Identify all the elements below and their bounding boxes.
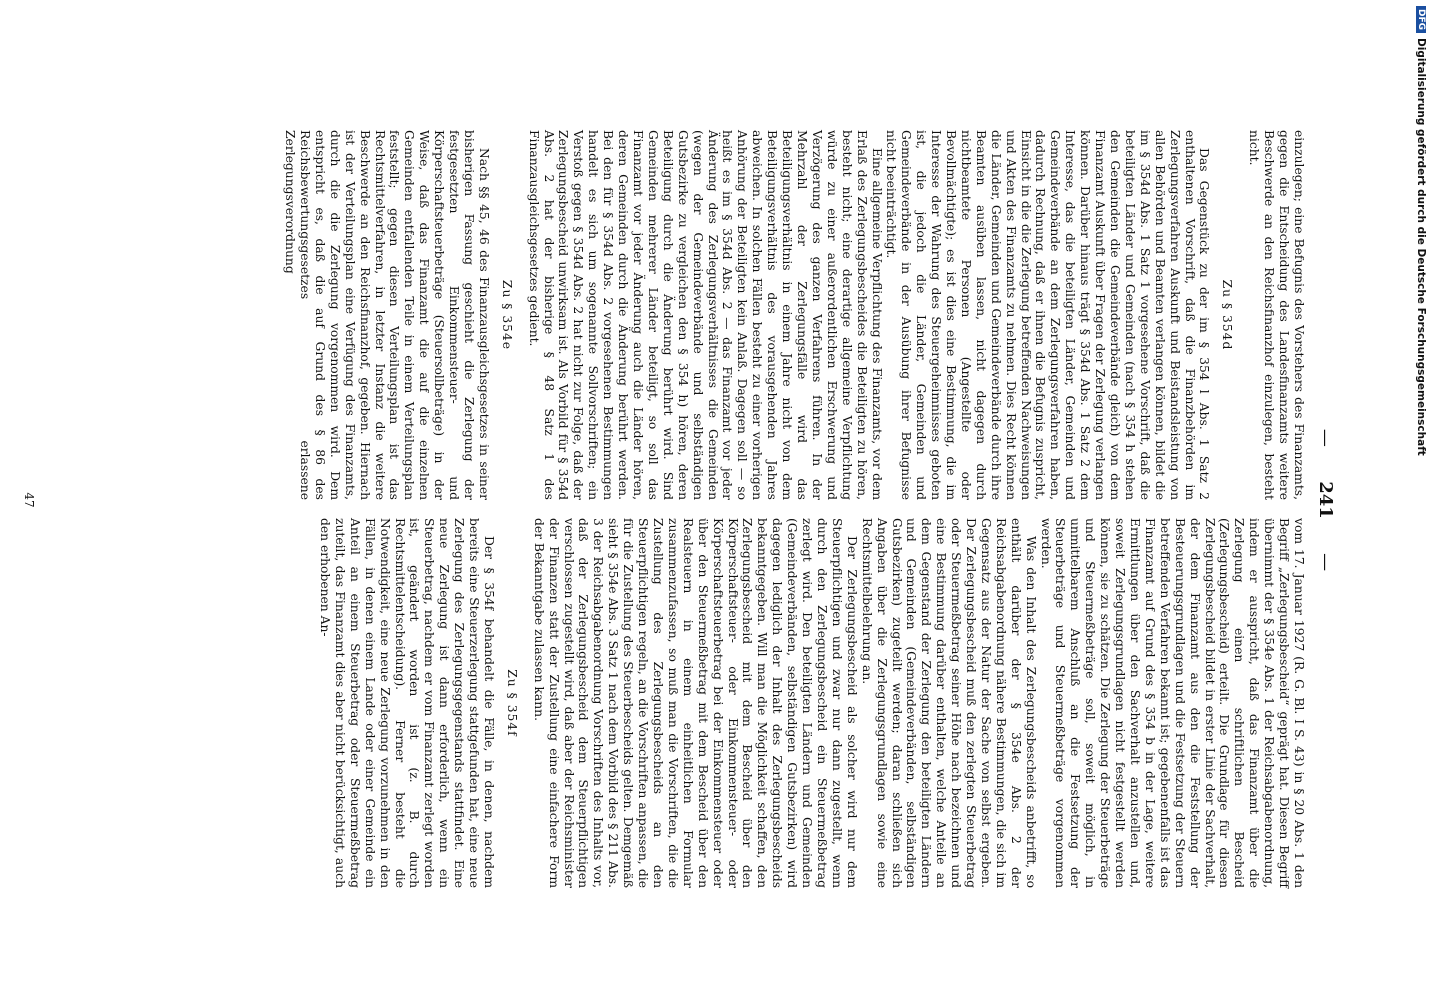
signature-number: 47 <box>22 492 36 508</box>
paragraph: Der § 354f behandelt die Fälle, in denen, nachdem bereits eine Steuerzerlegung stattgefunden hat, eine neue Zerlegung des Zerlegungsgegenstands stattfindet. Eine neue Zerlegung ist dann erforderlich, wenn ein Steuerbetrag, nachdem er vom Finanzamt zerlegt worden ist, geändert worden ist (z. B. durch Rechtsmittelentscheidung). Ferner besteht die Notwendigkeit, eine neue Zerlegung vorzunehmen in den Fällen, in denen einem Lande oder einer Gemeinde ein Anteil an einem Steuerbetrag oder Steuermeßbetrag zuteilt, das Finanzamt dies aber nicht berücksichtigt, auch den erhobenen An- <box>318 518 496 888</box>
paragraph: Nach §§ 45, 46 des Finanzausgleichsgesetzes in seiner bisherigen Fassung geschieht die Zerlegung der festgesetzten Einkommensteuer- und Körperschaftsteuerbeträge (Steuersollbeträge) in der Weise, daß das Finanzamt die auf die einzelnen Gemeinden entfallenden Teile in einem Verteilungsplan feststellt; gegen diesen Verteilungsplan ist das Rechtsmittelverfahren, in letzter Instanz die weitere Beschwerde an den Reichsfinanzhof, gegeben. Hiernach ist der Verteilungsplan eine Verfügung des Finanzamts, durch die die Zerlegung vorgenommen wird. Dem entspricht es, daß die auf Grund des § 86 des Reichsbewertungsgesetzes erlassene Zerlegungsverordnung <box>283 130 491 500</box>
header-dash-right: — <box>1315 553 1336 572</box>
dfg-logo: DFG <box>1416 6 1426 33</box>
paragraph: Der Zerlegungsbescheid als solcher wird nur dem Steuerpflichtigen und zwar nur dann zugestellt, wenn durch den Zerlegungsbescheid ein Steuermeßbetrag zerlegt wird. Den beteiligten Ländern und Gemeinden (Gemeindeverbänden, selbständigen Gutsbezirken) wird dagegen lediglich der Inhalt des Zerlegungsbescheids bekanntgegeben. Will man die Möglichkeit schaffen, den Zerlegungsbescheid mit dem Bescheid über den Körperschaftsteuer- oder Einkommensteuer- oder Körperschaftsteuerbetrag bei der Einkommensteuer oder über den Steuermeßbetrag mit dem Bescheid über den Realsteuern in einem einheitlichen Formular zusammenzufassen, so muß man die Vorschriften, die die Zustellung des Zerlegungsbescheids an den Steuerpflichtigen regeln, an die Vorschriften anpassen, die für die Zustellung des Steuerbescheids gelten. Demgemäß sieht § 354e Abs. 3 Satz 1 nach dem Vorbild des § 211 Abs. 3 der Reichsabgabenordnung Vorschriften des Inhalts vor, daß der Zerlegungsbescheid dem Steuerpflichtigen verschlossen zugestellt wird, daß aber der Reichsminister der Finanzen statt der Zustellung eine einfachere Form der Bekanntgabe zulassen kann. <box>531 518 859 888</box>
paragraph: Das Gegenstück zu der im § 354 l Abs. 1 Satz 2 enthaltenen Vorschrift, daß die Finanzbehörden im Zerlegungsverfahren Auskunft und Beistandsleistung von allen Behörden und Beamten verlangen können, bildet die im § 354d Abs. 1 Satz 1 vorgesehene Vorschrift, daß die beteiligten Länder und Gemeinden (nach § 354 h stehen den Gemeinden die Gemeindeverbände gleich) von dem Finanzamt Auskunft über Fragen der Zerlegung verlangen können. Darüber hinaus trägt § 354d Abs. 1 Satz 2 dem Interesse, das die beteiligten Länder, Gemeinden und Gemeindeverbände an dem Zerlegungsverfahren haben, dadurch Rechnung, daß er ihnen die Befugnis zuspricht, Einsicht in die die Zerlegung betreffenden Nachweisungen und Akten des Finanzamts zu nehmen. Dies Recht können die Länder, Gemeinden und Gemeindeverbände durch ihre Beamten ausüben lassen, nicht dagegen durch nichtbeamtete Personen (Angestellte oder Bevollmächtigte); es ist dies eine Bestimmung, die im Interesse der Wahrung des Steuergeheimnisses geboten ist, die jedoch die Länder, Gemeinden und Gemeindeverbände in der Ausübung ihrer Befugnisse nicht beeinträchtigt. <box>884 130 1212 500</box>
credit-text: Digitalisierung gefördert durch die Deutsche Forschungsgemeinschaft <box>1415 38 1427 456</box>
paragraph: Eine allgemeine Verpflichtung des Finanzamts, vor dem Erlaß des Zerlegungsbescheides die Beteiligten zu hören, besteht nicht; eine derartige allgemeine Verpflichtung würde zu einer außerordentlichen Erschwerung und Verzögerung des ganzen Verfahrens führen. In der Mehrzahl der Zerlegungsfälle wird das Beteiligungsverhältnis in einem Jahre nicht von dem Beteiligungsverhältnis des vorausgehenden Jahres abweichen. In solchen Fällen besteht zu einer vorherigen Anhörung der Beteiligten kein Anlaß. Dagegen soll — so heißt es im § 354d Abs. 2 — das Finanzamt vor jeder Änderung des Zerlegungsverhältnisses die Gemeinden (wegen der Gemeindeverbände und selbständigen Gutsbezirke zu vergleichen den § 354 h) hören, deren Beteiligung durch die Änderung berührt wird. Sind Gemeinden mehrerer Länder beteiligt, so soll das Finanzamt vor jeder Änderung auch die Länder hören, deren Gemeinden durch die Änderung berührt werden. Bei den für § 354d Abs. 2 vorgesehenen Bestimmungen handelt es sich um sogenannte Sollvorschriften; ein Verstoß gegen § 354d Abs. 2 hat nicht zur Folge, daß der Zerlegungsbescheid unwirksam ist. Als Vorbild für § 354d Abs. 2 hat der bisherige § 48 Satz 1 des Finanzausgleichsgesetzes gedient. <box>526 130 884 500</box>
section-heading: Zu § 354f <box>504 669 519 737</box>
digitization-credit <box>1406 0 1434 1000</box>
header-dash-left: — <box>1315 428 1336 447</box>
left-text-column <box>282 130 1306 500</box>
page-number: 241 <box>1315 481 1336 519</box>
right-text-column <box>317 518 1306 888</box>
page-header <box>1315 0 1336 1000</box>
paragraph: vom 17. Januar 1927 (R. G. Bl. I S. 43) in § 20 Abs. 1 den Begriff „Zerlegungsbescheid“ geprägt hat. Diesen Begriff übernimmt der § 354e Abs. 1 der Reichsabgabenordnung, indem er ausspricht, daß das Finanzamt über die Zerlegung einen schriftlichen Bescheid (Zerlegungsbescheid) erteilt. Die Grundlage für diesen Zerlegungsbescheid bildet in erster Linie der Sachverhalt, der dem Finanzamt aus den die Feststellung der Besteuerungsgrundlagen und die Festsetzung der Steuern betreffenden Verfahren bekannt ist; gegebenenfalls ist das Finanzamt auf Grund des § 354 b in der Lage, weitere Ermittlungen über den Sachverhalt anzustellen und, soweit Zerlegungsgrundlagen nicht festgestellt werden können, sie zu schätzen. Die Zerlegung der Steuerbeträge und Steuermeßbeträge soll, soweit möglich, in unmittelbarem Anschluß an die Festsetzung der Steuerbeträge und Steuermeßbeträge vorgenommen werden. <box>1038 518 1306 888</box>
section-heading: Zu § 354e <box>499 279 514 351</box>
paragraph: einzulegen; eine Befugnis des Vorstehers des Finanzamts, gegen die Entscheidung des Landesfinanzamts weitere Beschwerde an den Reichsfinanzhof einzulegen, besteht nicht. <box>1247 130 1306 500</box>
paragraph: Was den Inhalt des Zerlegungsbescheids anbetrifft, so enthält darüber der § 354e Abs. 2 der Reichsabgabenordnung nähere Bestimmungen, die sich im Gegensatz aus der Natur der Sache von selbst ergeben. Der Zerlegungsbescheid muß den zerlegten Steuerbetrag oder Steuermeßbetrag seiner Höhe nach bezeichnen und eine Bestimmung darüber enthalten, welche Anteile an dem Gegenstand der Zerlegung den beteiligten Ländern und Gemeinden (Gemeindeverbänden, selbständigen Gutsbezirken) zugeteilt werden; daran schließen sich Angaben über die Zerlegungsgrundlagen sowie eine Rechtsmittelbelehrung an. <box>859 518 1038 888</box>
section-heading: Zu § 354d <box>1220 279 1235 351</box>
